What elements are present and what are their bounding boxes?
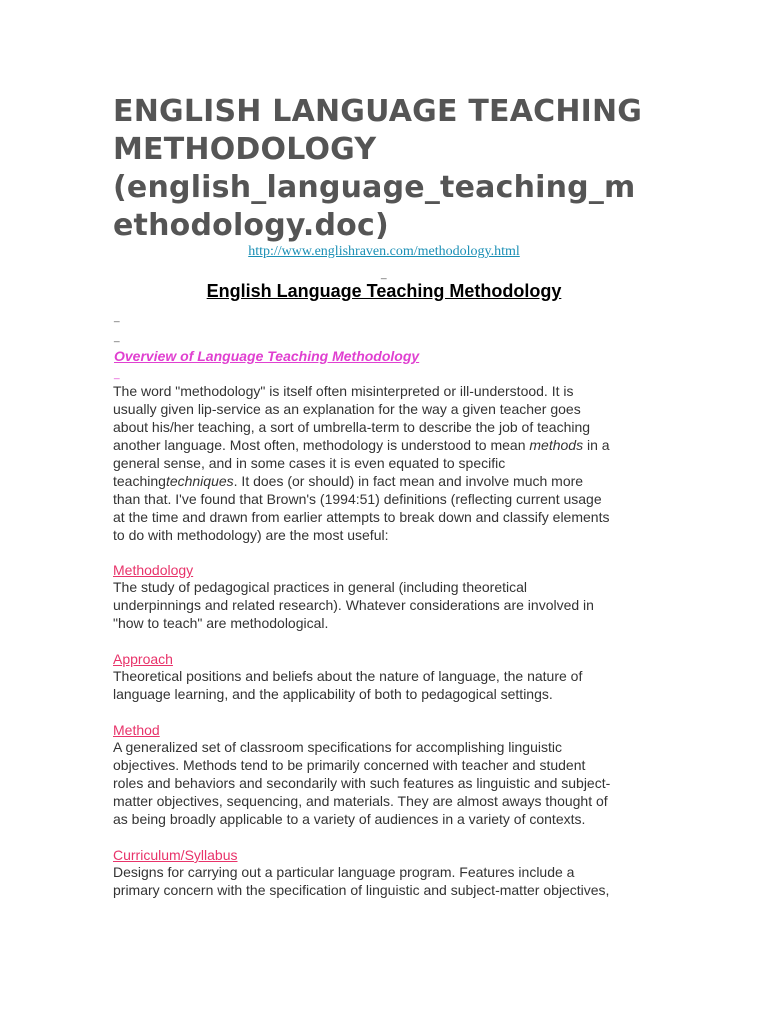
definition-curriculum-syllabus [113,863,658,899]
text-run: . It does (or should) in fact mean and involve much more [233,473,584,489]
paragraph-line: at the time and drawn from earlier attempts to break down and classify elements [113,509,610,525]
definition-approach [113,667,658,703]
document-heading: English Language Teaching Methodology [206,281,562,301]
paragraph-line: objectives. Methods tend to be primarily concerned with teacher and student [113,757,586,773]
document-title [113,93,673,245]
title-line: (english_language_teaching_m [113,170,636,205]
paragraph-line: underpinnings and related research). Whatever considerations are involved in [113,597,594,613]
paragraph-line: roles and behaviors and secondarily with such features as linguistic and subject- [113,775,611,791]
text-run: in a [583,437,610,453]
paragraph-line: general sense, and in some cases it is even equated to specific [113,455,506,471]
paragraph-line [113,472,658,490]
term-curriculum-syllabus-link[interactable]: Curriculum/Syllabus [113,847,238,863]
empty-link-mark: _ [114,312,120,323]
paragraph-line: matter objectives, sequencing, and materials. They are almost aways thought of [113,793,608,809]
paragraph-line: language learning, and the applicability of both to pedagogical settings. [113,686,553,702]
term-method-link[interactable]: Method [113,722,160,738]
intro-paragraph [113,382,658,544]
paragraph-line: usually given lip-service as an explanation for the way a given teacher goes [113,401,581,417]
definition-methodology [113,578,658,632]
overview-heading-link[interactable]: Overview of Language Teaching Methodology [114,348,420,364]
text-run: teaching [113,473,166,489]
source-url-link[interactable]: http://www.englishraven.com/methodology.html [248,244,520,259]
term-approach-link[interactable]: Approach [113,651,173,667]
title-line: ethodology.doc) [113,208,389,243]
paragraph-line: Theoretical positions and beliefs about the nature of language, the nature of [113,668,583,684]
paragraph-line: Designs for carrying out a particular language program. Features include a [113,864,575,880]
paragraph-line: to do with methodology) are the most useful: [113,527,389,543]
title-line: METHODOLOGY [113,132,377,167]
empty-link-mark: _ [114,332,120,343]
empty-link-mark: _ [381,269,387,280]
text-run: another language. Most often, methodology is understood to mean [113,437,530,453]
term-methodology-link[interactable]: Methodology [113,562,194,578]
paragraph-line: primary concern with the specification of linguistic and subject-matter objectives, [113,882,610,898]
paragraph-line: The study of pedagogical practices in general (including theoretical [113,579,528,595]
emphasis-methods: methods [529,437,584,453]
title-line: ENGLISH LANGUAGE TEACHING [113,94,643,129]
paragraph-line: about his/her teaching, a sort of umbrella-term to describe the job of teaching [113,419,591,435]
definition-method [113,738,658,828]
paragraph-line: as being broadly applicable to a variety of audiences in a variety of contexts. [113,811,586,827]
paragraph-line [113,436,658,454]
emphasis-techniques: techniques [165,473,234,489]
paragraph-line: A generalized set of classroom specifications for accomplishing linguistic [113,739,562,755]
paragraph-line: The word "methodology" is itself often misinterpreted or ill-understood. It is [113,383,574,399]
paragraph-line: "how to teach" are methodological. [113,615,329,631]
empty-link-mark: _ [114,369,120,380]
paragraph-line: than that. I've found that Brown's (1994:51) definitions (reflecting current usage [113,491,602,507]
